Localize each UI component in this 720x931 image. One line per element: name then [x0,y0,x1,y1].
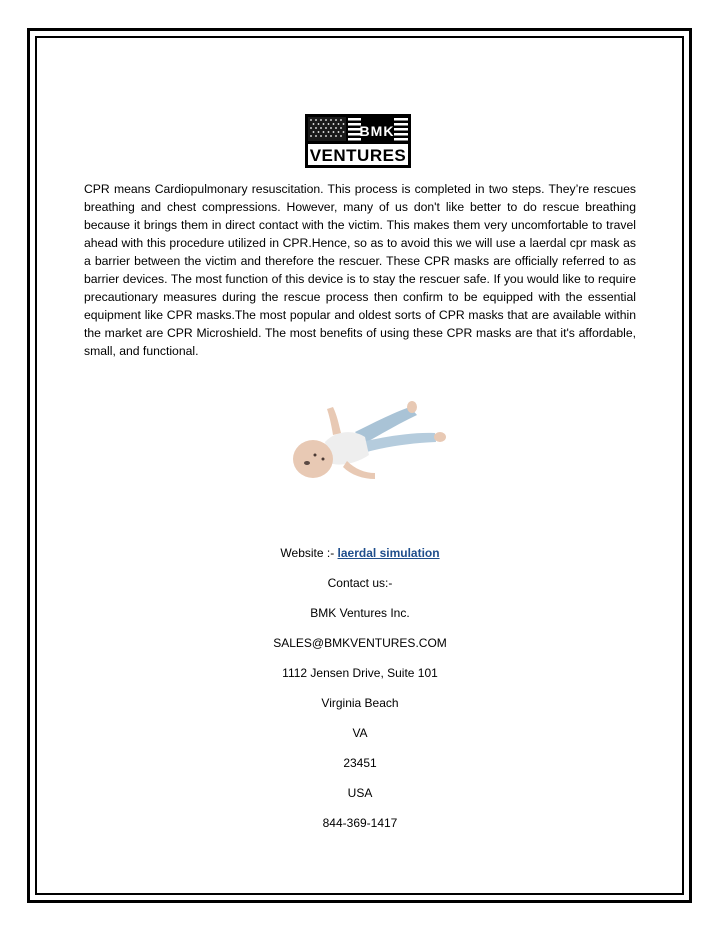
website-prefix: Website :- [280,546,338,560]
country: USA [347,786,373,800]
company-name: BMK Ventures Inc. [310,606,410,620]
cpr-manikin-image [285,397,460,499]
email-address: SALES@BMKVENTURES.COM [273,636,447,650]
phone-number: 844-369-1417 [322,816,398,830]
website-line [0,546,720,560]
street-address: 1112 Jensen Drive, Suite 101 [282,666,438,680]
logo-bottom-text: VENTURES [309,146,407,165]
logo-top-text: BMK [359,123,395,139]
state: VA [352,726,368,740]
zip-code: 23451 [343,756,377,770]
city: Virginia Beach [321,696,399,710]
contact-label: Contact us:- [327,576,393,590]
body-paragraph: CPR means Cardiopulmonary resuscitation. This process is completed in two steps. They’re rescues breathing and chest compressions. However, many of us don't like better to do rescue breathing because it brings them in direct contact with the victim. This makes them very uncomfortable to travel ahead with this procedure utilized in CPR.Hence, so as to avoid this we will use a laerdal cpr mask as a barrier between the victim and therefore the rescuer. These CPR masks are officially referred to as barrier devices. The most function of this device is to stay the rescuer safe. If you would like to require precautionary measures during the rescue process then confirm to be equipped with the essential equipment like CPR masks.The most popular and oldest sorts of CPR masks that are available within the market are CPR Microshield. The most benefits of using these CPR masks are that it's affordable, small, and functional. [84,182,636,358]
laerdal-simulation-link[interactable]: laerdal simulation [337,546,440,560]
bmk-ventures-logo [305,114,411,168]
